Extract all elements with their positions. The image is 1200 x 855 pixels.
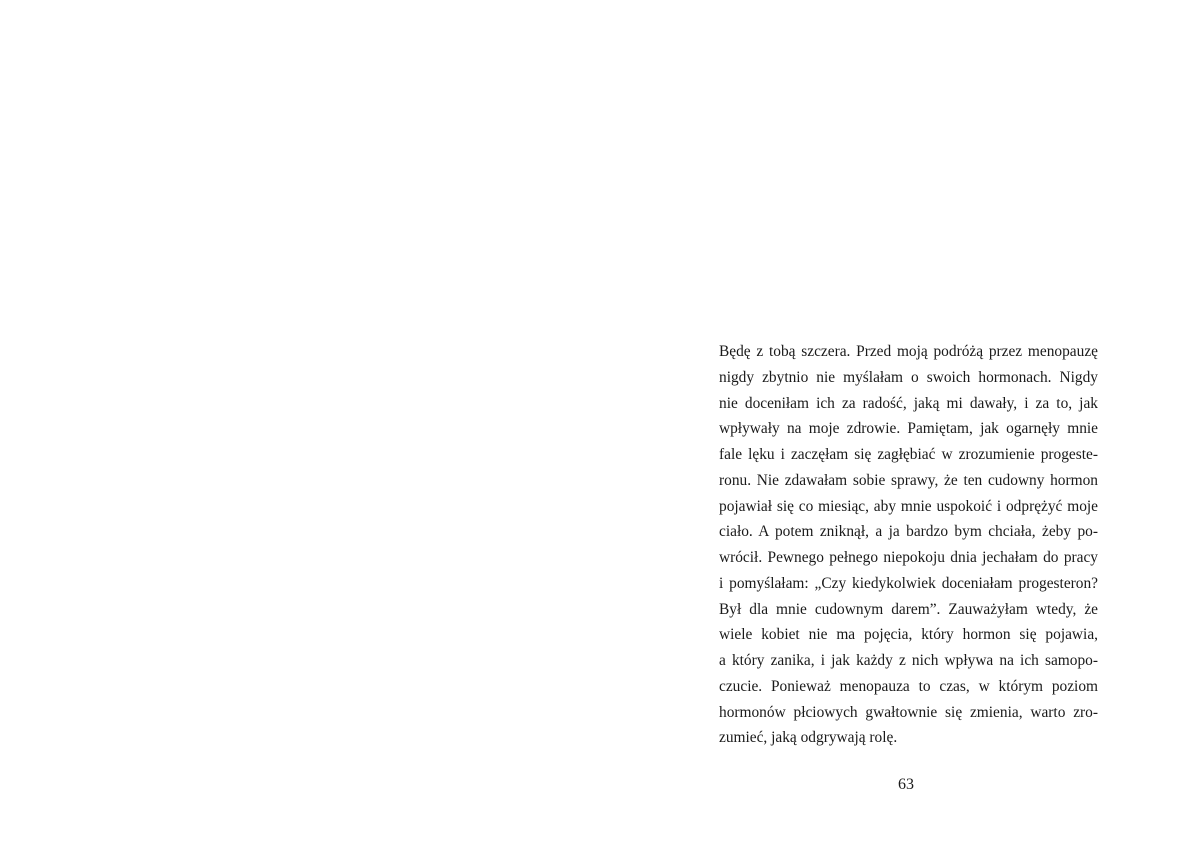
paragraph-line: nie doceniłam ich za radość, jaką mi dawały, i za to, jak — [719, 394, 1098, 412]
paragraph-line: nigdy zbytnio nie myślałam o swoich hormonach. Nigdy — [719, 368, 1098, 386]
paragraph-line: czucie. Ponieważ menopauza to czas, w którym poziom — [719, 677, 1098, 695]
paragraph-line: hormonów płciowych gwałtownie się zmienia, warto zro- — [719, 703, 1098, 721]
paragraph-line: ronu. Nie zdawałam sobie sprawy, że ten cudowny hormon — [719, 471, 1098, 489]
paragraph-line: Był dla mnie cudownym darem”. Zauważyłam wtedy, że — [719, 600, 1098, 618]
body-paragraph — [719, 339, 1098, 751]
paragraph-line: wpływały na moje zdrowie. Pamiętam, jak ogarnęły mnie — [719, 420, 1098, 438]
paragraph-line: Będę z tobą szczera. Przed moją podróżą przez menopauzę — [719, 343, 1098, 360]
paragraph-line: pojawiał się co miesiąc, aby mnie uspokoić i odprężyć moje — [719, 497, 1098, 515]
paragraph-line: ciało. A potem zniknął, a ja bardzo bym chciała, żeby po- — [719, 523, 1098, 541]
paragraph-line: wrócił. Pewnego pełnego niepokoju dnia jechałam do pracy — [719, 549, 1098, 566]
paragraph-line: fale lęku i zaczęłam się zagłębiać w zrozumienie progeste- — [719, 446, 1098, 463]
paragraph-line: wiele kobiet nie ma pojęcia, który hormon się pojawia, — [719, 626, 1098, 644]
paragraph-line: a który zanika, i jak każdy z nich wpływa na ich samopo- — [719, 652, 1098, 669]
paragraph-line: zumieć, jaką odgrywają rolę. — [719, 729, 898, 747]
paragraph-line: i pomyślałam: „Czy kiedykolwiek doceniałam progesteron? — [719, 574, 1098, 592]
page-number: 63 — [898, 776, 914, 793]
right-page — [600, 0, 1200, 855]
